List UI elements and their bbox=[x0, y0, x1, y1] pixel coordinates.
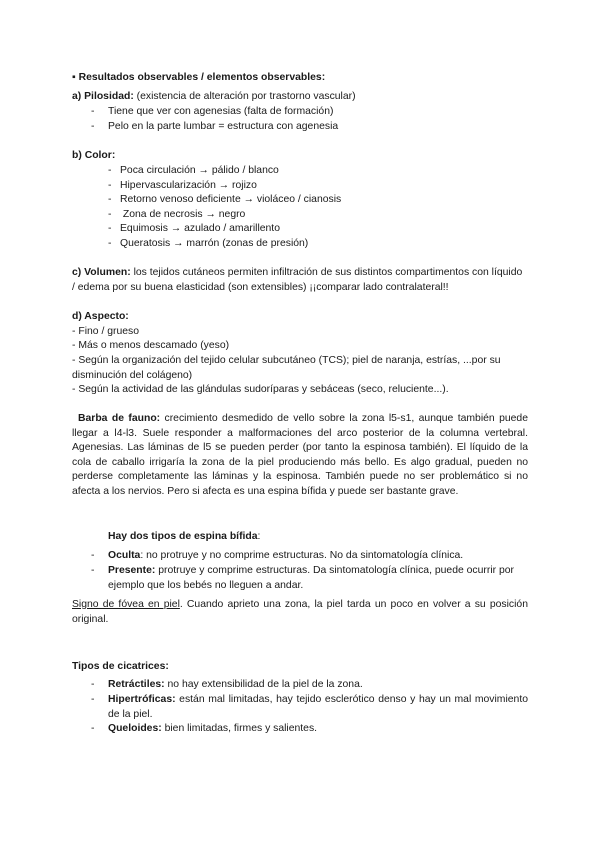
color-item: Poca circulación → pálido / blanco bbox=[120, 165, 279, 176]
aspecto-label: d) Aspecto: bbox=[72, 311, 129, 322]
volumen-text: los tejidos cutáneos permiten infiltración de sus distintos compartimentos con líquido / edema por su buena elasticidad (son extensibles) ¡¡comparar lado contralateral!! bbox=[72, 267, 523, 293]
color-item: Queratosis → marrón (zonas de presión) bbox=[120, 238, 309, 249]
espina-term: Presente: bbox=[108, 565, 156, 576]
pilosidad-label: a) Pilosidad: bbox=[72, 91, 134, 102]
espina-item bbox=[108, 564, 528, 593]
aspecto-line: - Más o menos descamado (yeso) bbox=[72, 340, 230, 351]
color-label: b) Color: bbox=[72, 150, 116, 161]
fauno-text: crecimiento desmedido de vello sobre la zona l5-s1, aunque también puede llegar a l4-l3. Suele responder a malformaciones del arco posterior de la columna vertebral. Agenesias. Las láminas de l5 se pueden perder (por tanto la espinosa también). El líquido de la cola de caballo irrigaría la zona de la piel produciendo más bello. Es algo gradual, pueden no perderse completamente las láminas y la espinosa. También puede no ser problemático si no afecta a los nervios. Pero si afecta es una espina bífida y puede ser bastante grave. bbox=[72, 413, 528, 497]
cicatriz-text: están mal limitadas, hay tejido esclerótico denso y hay un mal movimiento de la piel. bbox=[108, 694, 528, 720]
cicatriz-text: no hay extensibilidad de la piel de la zona. bbox=[164, 679, 363, 690]
list-dash: - bbox=[91, 694, 95, 705]
espina-item bbox=[108, 549, 463, 564]
color-item: Zona de necrosis → negro bbox=[120, 209, 246, 220]
cicatriz-item bbox=[108, 678, 363, 693]
espina-term: Oculta bbox=[108, 550, 141, 561]
espina-text: : no protruye y no comprime estructuras. No da sintomatología clínica. bbox=[140, 550, 464, 561]
color-item: Equimosis → azulado / amarillento bbox=[120, 223, 280, 234]
section-header bbox=[72, 71, 325, 86]
fauno-paragraph bbox=[72, 412, 528, 500]
cicatrices-heading: Tipos de cicatrices: bbox=[72, 661, 169, 672]
fovea-text: . Cuando aprieto una zona, la piel tarda un poco en volver a su posición original. bbox=[72, 599, 528, 625]
list-dash: - bbox=[108, 180, 112, 191]
list-dash: - bbox=[91, 121, 95, 132]
list-dash: - bbox=[108, 238, 112, 249]
volumen-paragraph bbox=[72, 266, 528, 295]
list-dash: - bbox=[108, 194, 112, 205]
espina-heading-line bbox=[108, 530, 260, 545]
espina-text: protruye y comprime estructuras. Da sintomatología clínica, puede ocurrir por ejemplo que los bebés no lleguen a andar. bbox=[108, 565, 514, 591]
color-item: Hipervascularización → rojizo bbox=[120, 180, 257, 191]
list-dash: - bbox=[91, 106, 95, 117]
pilosidad-item: Tiene que ver con agenesias (falta de formación) bbox=[108, 106, 334, 117]
pilosidad-desc: (existencia de alteración por trastorno vascular) bbox=[133, 91, 356, 102]
aspecto-line: - Según la organización del tejido celular subcutáneo (TCS); piel de naranja, estrías, ...por su disminución del colágeno) bbox=[72, 355, 501, 381]
pilosidad-line bbox=[72, 90, 356, 105]
list-dash: - bbox=[91, 679, 95, 690]
fauno-label: Barba de fauno: bbox=[78, 413, 161, 424]
fovea-paragraph bbox=[72, 598, 528, 627]
espina-heading-colon: : bbox=[257, 531, 261, 542]
cicatriz-term: Hipertróficas: bbox=[108, 694, 176, 705]
list-dash: - bbox=[91, 723, 95, 734]
color-item: Retorno venoso deficiente → violáceo / cianosis bbox=[120, 194, 342, 205]
list-dash: - bbox=[91, 550, 95, 561]
list-dash: - bbox=[108, 165, 112, 176]
bullet: ▪ bbox=[72, 72, 76, 83]
cicatriz-item bbox=[108, 693, 528, 722]
volumen-label: c) Volumen: bbox=[72, 267, 131, 278]
aspecto-line: - Fino / grueso bbox=[72, 326, 139, 337]
aspecto-line: - Según la actividad de las glándulas sudoríparas y sebáceas (seco, reluciente...). bbox=[72, 384, 449, 395]
cicatriz-term: Queloides: bbox=[108, 723, 162, 734]
espina-heading: Hay dos tipos de espina bífida bbox=[108, 531, 258, 542]
list-dash: - bbox=[108, 223, 112, 234]
list-dash: - bbox=[108, 209, 112, 220]
cicatriz-item bbox=[108, 722, 317, 737]
cicatriz-text: bien limitadas, firmes y salientes. bbox=[161, 723, 318, 734]
pilosidad-item: Pelo en la parte lumbar = estructura con agenesia bbox=[108, 121, 339, 132]
header-text: Resultados observables / elementos observables: bbox=[78, 72, 326, 83]
list-dash: - bbox=[91, 565, 95, 576]
fovea-label: Signo de fóvea en piel bbox=[72, 599, 180, 610]
cicatriz-term: Retráctiles: bbox=[108, 679, 165, 690]
